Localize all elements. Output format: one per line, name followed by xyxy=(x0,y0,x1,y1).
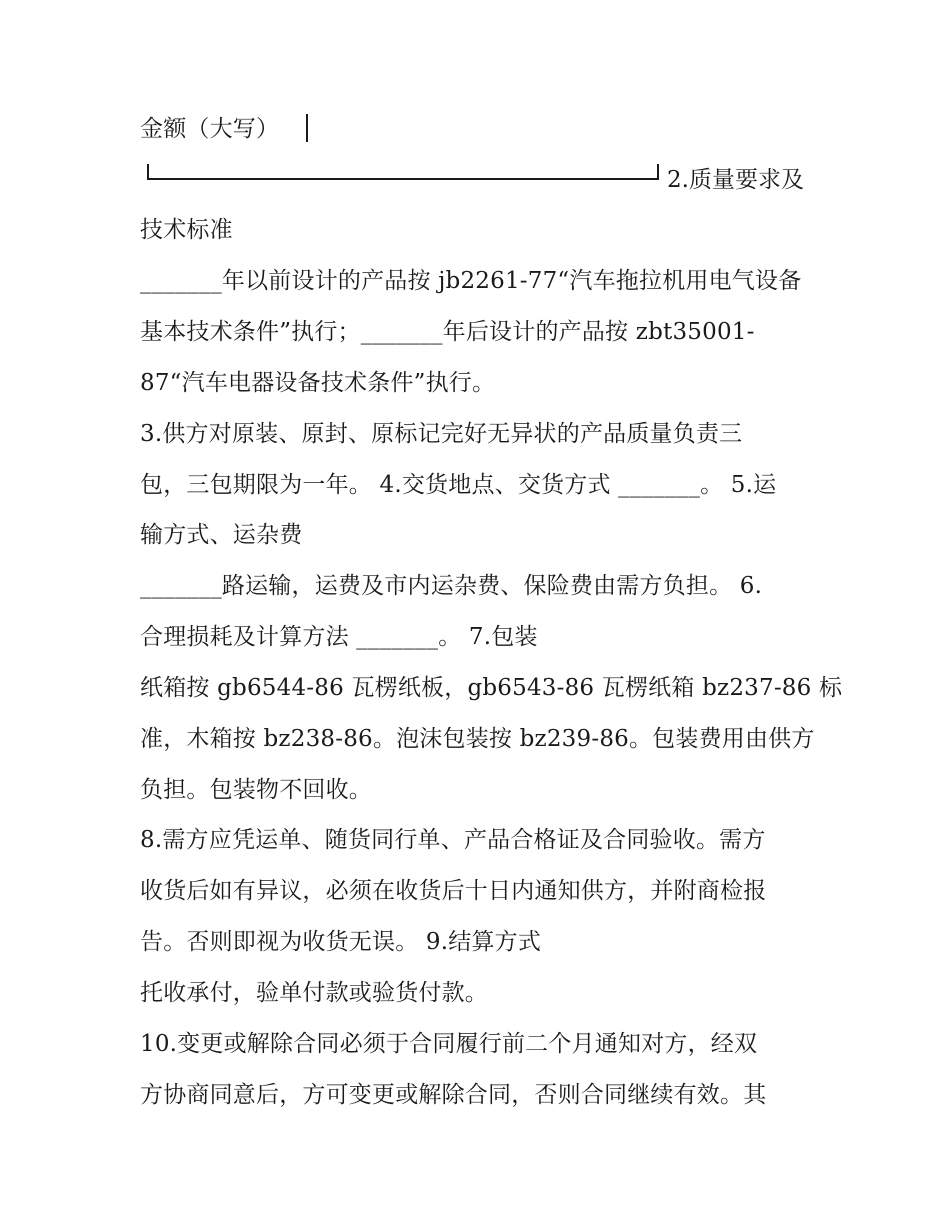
paragraph-line: _______路运输，运费及市内运杂费、保险费由需方负担。 6. xyxy=(140,573,763,599)
paragraph-line: 87“汽车电器设备技术条件”执行。 xyxy=(140,370,496,396)
paragraph-line: 纸箱按 gb6544-86 瓦楞纸板，gb6543-86 瓦楞纸箱 bz237-86 标 xyxy=(140,675,843,701)
paragraph-line: 托收承付，验单付款或验货付款。 xyxy=(140,980,488,1006)
paragraph-line: 合理损耗及计算方法 _______。 7.包装 xyxy=(140,624,538,650)
paragraph-line: 8.需方应凭运单、随货同行单、产品合格证及合同验收。需方 xyxy=(140,827,766,853)
paragraph-line: 3.供方对原装、原封、原标记完好无异状的产品质量负责三 xyxy=(140,421,743,447)
paragraph-line: 输方式、运杂费 xyxy=(140,522,303,548)
paragraph-line: 收货后如有异议，必须在收货后十日内通知供方，并附商检报 xyxy=(140,878,767,904)
paragraph-line: 方协商同意后，方可变更或解除合同，否则合同继续有效。其 xyxy=(140,1082,767,1108)
paragraph-line: 10.变更或解除合同必须于合同履行前二个月通知对方，经双 xyxy=(140,1031,758,1057)
paragraph-line: _______年以前设计的产品按 jb2261-77“汽车拖拉机用电气设备 xyxy=(140,268,802,294)
paragraph-line: 负担。包装物不回收。 xyxy=(140,777,372,803)
paragraph-line: 技术标准 xyxy=(140,217,233,243)
paragraph-line: 准，木箱按 bz238-86。泡沫包装按 bz239-86。包装费用由供方 xyxy=(140,726,815,752)
amount-input-bracket[interactable] xyxy=(147,164,659,180)
amount-label: 金额（大写） xyxy=(140,116,280,142)
text-cursor xyxy=(306,114,308,142)
paragraph-line: 基本技术条件”执行；_______年后设计的产品按 zbt35001- xyxy=(140,319,755,345)
paragraph-line: 告。否则即视为收货无误。 9.结算方式 xyxy=(140,929,542,955)
section-2-heading: 2.质量要求及 xyxy=(667,167,804,193)
paragraph-line: 包，三包期限为一年。 4.交货地点、交货方式 _______。 5.运 xyxy=(140,472,777,498)
